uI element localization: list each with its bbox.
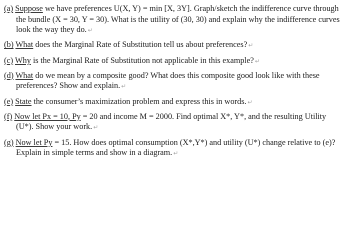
question-a	[3, 4, 350, 37]
question-e	[3, 97, 350, 109]
question-marker: (e)	[4, 96, 14, 106]
question-b	[3, 40, 350, 52]
question-marker: (a)	[4, 4, 14, 13]
question-text: does the Marginal Rate of Substitution tell us about preferences?	[33, 40, 248, 50]
paragraph-mark: ↵	[254, 57, 260, 65]
question-text: we have preferences U(X, Y) = min [X, 3Y]. Graph/sketch the indifference curve through the bundle (X = 30, Y = 30). What is the utility of (30, 30) and explain why the indifference curves look the way they do.	[16, 4, 340, 35]
paragraph-mark: ↵	[121, 83, 127, 91]
question-marker: (c)	[4, 55, 14, 65]
paragraph-mark: ↵	[93, 124, 99, 132]
question-lead: State	[15, 96, 32, 106]
question-marker: (b)	[4, 40, 14, 50]
question-f	[3, 112, 350, 134]
question-d	[3, 71, 350, 93]
question-lead: Now let Py	[15, 137, 53, 147]
question-lead: What	[15, 40, 34, 50]
paragraph-mark: ↵	[247, 98, 253, 106]
paragraph-mark: ↵	[248, 42, 254, 50]
question-text: = 20 and income M = 2000. Find optimal X*, Y*, and the resulting Utility (U*). Show your work.	[16, 111, 327, 132]
question-lead: Now let Px = 10, Py	[14, 111, 81, 121]
question-marker: (g)	[4, 137, 14, 147]
question-lead: Suppose	[15, 4, 43, 13]
paragraph-mark: ↵	[173, 150, 179, 158]
question-lead: Why	[15, 55, 31, 65]
question-c	[3, 56, 350, 68]
question-text: the consumer’s maximization problem and express this in words.	[31, 96, 247, 106]
question-marker: (f)	[4, 111, 13, 121]
question-g	[3, 138, 350, 160]
question-text: = 15. How does optimal consumption (X*,Y*) and utility (U*) change relative to (e)? Explain in simple terms and show in a diagram.	[16, 137, 336, 158]
question-lead: What	[15, 70, 34, 80]
paragraph-mark: ↵	[87, 27, 93, 35]
question-text: is the Marginal Rate of Substitution not applicable in this example?	[30, 55, 254, 65]
question-text: do we mean by a composite good? What does this composite good look like with these preferences? Show and explain.	[16, 70, 320, 91]
question-marker: (d)	[4, 70, 14, 80]
